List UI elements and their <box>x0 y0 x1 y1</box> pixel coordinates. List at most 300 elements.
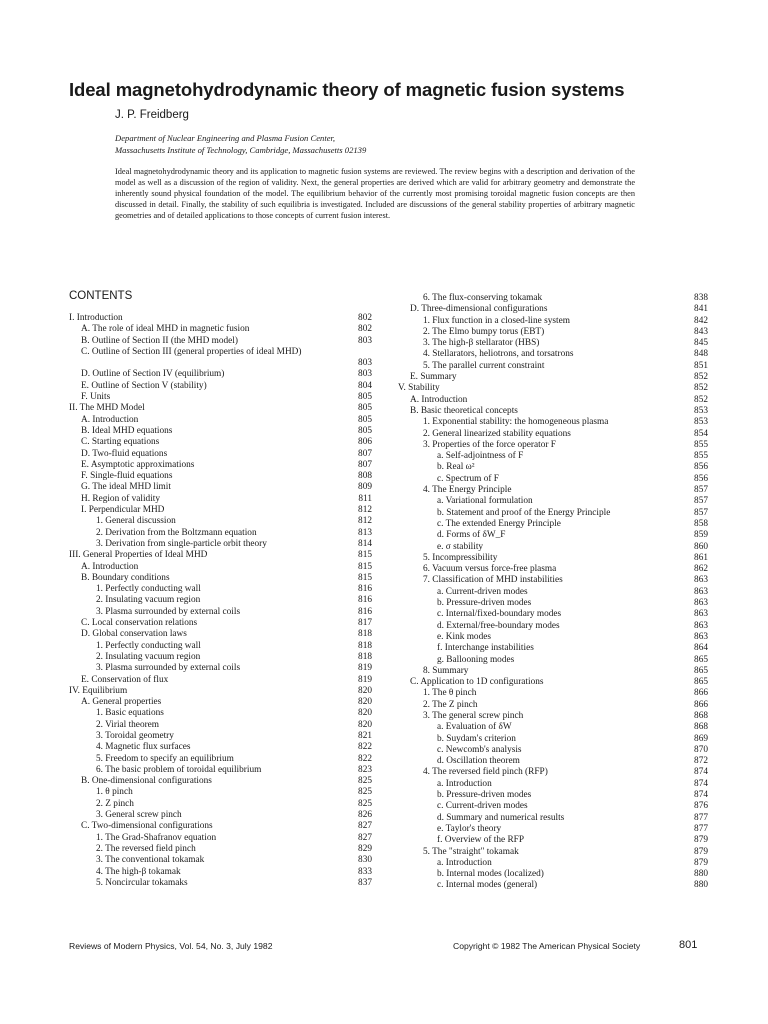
toc-entry <box>69 810 372 821</box>
toc-entry <box>398 643 708 654</box>
toc-entry <box>398 440 708 451</box>
toc-entry-page: 854 <box>694 428 708 439</box>
toc-entry <box>69 403 372 414</box>
toc-entry <box>69 595 372 606</box>
toc-entry-page: 876 <box>694 801 708 812</box>
toc-entry-page: 853 <box>694 405 708 416</box>
toc-entry-label: 2. The Z pinch <box>423 699 478 710</box>
toc-entry-label: B. One-dimensional configurations <box>81 776 212 787</box>
toc-entry <box>398 304 708 315</box>
toc-entry <box>398 756 708 767</box>
toc-entry <box>398 338 708 349</box>
toc-entry <box>69 573 372 584</box>
toc-entry-page: 863 <box>694 598 708 609</box>
toc-entry <box>398 711 708 722</box>
toc-entry <box>398 621 708 632</box>
affiliation <box>115 132 366 156</box>
toc-entry <box>398 496 708 507</box>
toc-entry-label: 5. Freedom to specify an equilibrium <box>96 753 234 764</box>
toc-entry-page: 820 <box>358 708 372 719</box>
toc-entry-label: C. Local conservation relations <box>81 618 198 629</box>
toc-entry-page: 806 <box>358 437 372 448</box>
toc-entry-label: A. Introduction <box>410 394 468 405</box>
toc-entry-label: B. Basic theoretical concepts <box>410 405 518 416</box>
toc-entry <box>69 516 372 527</box>
toc-entry <box>398 609 708 620</box>
toc-entry-label: f. Interchange instabilities <box>437 643 534 654</box>
toc-entry <box>398 508 708 519</box>
toc-entry <box>69 482 372 493</box>
toc-entry <box>69 324 372 335</box>
toc-entry <box>69 833 372 844</box>
toc-entry-page: 823 <box>358 764 372 775</box>
toc-entry <box>69 449 372 460</box>
toc-entry-page: 803 <box>358 358 372 369</box>
toc-entry <box>69 878 372 889</box>
toc-entry <box>398 813 708 824</box>
toc-entry-page: 863 <box>694 609 708 620</box>
toc-entry-page: 820 <box>358 697 372 708</box>
toc-entry-label: 3. The conventional tokamak <box>96 855 205 866</box>
toc-entry-page: 815 <box>358 550 372 561</box>
toc-entry-label: 6. The basic problem of toroidal equilibrium <box>96 764 262 775</box>
toc-entry-page: 805 <box>358 425 372 436</box>
toc-entry-page: 862 <box>694 564 708 575</box>
toc-entry <box>398 779 708 790</box>
toc-entry-label: 2. The Elmo bumpy torus (EBT) <box>423 326 545 337</box>
toc-entry-label: E. Summary <box>410 372 457 383</box>
toc-entry-label: b. Internal modes (localized) <box>437 869 544 880</box>
toc-entry-page: 857 <box>694 496 708 507</box>
toc-entry <box>398 745 708 756</box>
toc-entry-label: E. Asymptotic approximations <box>81 459 195 470</box>
toc-entry-page: 874 <box>694 778 708 789</box>
toc-entry <box>398 869 708 880</box>
toc-entry-page: 808 <box>358 471 372 482</box>
toc-right-column <box>398 293 708 892</box>
toc-entry <box>398 462 708 473</box>
toc-entry-page: 868 <box>694 710 708 721</box>
toc-entry-page: 812 <box>358 505 372 516</box>
toc-entry <box>69 720 372 731</box>
toc-entry <box>69 686 372 697</box>
toc-entry-label: III. General Properties of Ideal MHD <box>69 550 208 561</box>
toc-entry-page: 805 <box>358 392 372 403</box>
toc-entry-page: 833 <box>358 866 372 877</box>
toc-entry-page: 818 <box>358 640 372 651</box>
toc-entry-label: a. Evaluation of δW <box>437 722 512 733</box>
abstract: Ideal magnetohydrodynamic theory and its application to magnetic fusion systems are reviewed. The review begins with a description and derivation of the model as well as a discussion of the region of validity. Next, the general properties are derived which are valid for arbitrary geometry and demonstrate the inherently sound physical foundation of the model. The equilibrium behavior of the currently most promising toroidal magnetic fusion concepts are then discussed in detail. Finally, the stability of such equilibria is investigated. Included are discussions of the general stability properties of arbitrary magnetic geometries and of detailed applications to those concepts of current fusion interest. <box>115 167 635 220</box>
toc-entry <box>69 607 372 618</box>
toc-entry-page: 821 <box>358 730 372 741</box>
toc-entry-label: C. Application to 1D configurations <box>410 677 544 688</box>
toc-entry-page: 880 <box>694 880 708 891</box>
toc-entry <box>69 460 372 471</box>
toc-entry-page: 841 <box>694 304 708 315</box>
toc-entry-label: 1. Perfectly conducting wall <box>96 584 201 595</box>
toc-entry-label: E. Outline of Section V (stability) <box>81 380 207 391</box>
toc-entry-label: 5. The "straight" tokamak <box>423 846 519 857</box>
toc-entry-label: 6. The flux-conserving tokamak <box>423 293 543 303</box>
toc-entry-page: 812 <box>358 516 372 527</box>
toc-entry-page: 816 <box>358 595 372 606</box>
toc-entry <box>69 347 372 370</box>
toc-entry <box>69 787 372 798</box>
toc-entry-label: D. Outline of Section IV (equilibrium) <box>81 369 225 380</box>
toc-entry <box>398 293 708 304</box>
toc-entry <box>398 395 708 406</box>
toc-entry-page: 852 <box>694 394 708 405</box>
toc-entry <box>398 553 708 564</box>
toc-entry-label: 5. Incompressibility <box>423 552 498 563</box>
toc-entry-label: d. Oscillation theorem <box>437 756 520 767</box>
toc-entry-page: 865 <box>694 665 708 676</box>
toc-entry-label: 3. The high-β stellarator (HBS) <box>423 338 540 349</box>
toc-entry-page: 817 <box>358 618 372 629</box>
toc-entry <box>398 519 708 530</box>
toc-entry-page: 877 <box>694 823 708 834</box>
toc-entry-page: 815 <box>358 572 372 583</box>
toc-entry-page: 838 <box>694 293 708 303</box>
toc-entry-label: d. Summary and numerical results <box>437 812 565 823</box>
toc-entry-label: a. Introduction <box>437 778 492 789</box>
toc-entry-page: 877 <box>694 812 708 823</box>
toc-entry-page: 818 <box>358 629 372 640</box>
toc-entry-page: 879 <box>694 846 708 857</box>
toc-entry-page: 855 <box>694 451 708 462</box>
toc-entry <box>398 417 708 428</box>
toc-entry-page: 865 <box>694 677 708 688</box>
toc-entry-label: 4. The high-β tokamak <box>96 866 181 877</box>
toc-entry <box>69 369 372 380</box>
toc-entry-label: D. Two-fluid equations <box>81 448 168 459</box>
toc-entry-label: d. External/free-boundary modes <box>437 620 560 631</box>
toc-entry <box>69 731 372 742</box>
toc-entry-page: 858 <box>694 518 708 529</box>
toc-entry-page: 805 <box>358 414 372 425</box>
toc-entry-label: b. Suydam's criterion <box>437 733 516 744</box>
toc-entry-page: 866 <box>694 688 708 699</box>
toc-entry-label: c. Internal/fixed-boundary modes <box>437 609 562 620</box>
toc-entry <box>398 666 708 677</box>
toc-entry <box>398 847 708 858</box>
toc-entry <box>69 313 372 324</box>
toc-entry <box>69 336 372 347</box>
toc-entry-page: 845 <box>694 338 708 349</box>
toc-entry <box>398 372 708 383</box>
toc-entry-page: 879 <box>694 857 708 868</box>
toc-entry <box>69 675 372 686</box>
toc-entry <box>398 790 708 801</box>
toc-entry-page: 803 <box>358 369 372 380</box>
toc-entry-label: 3. General screw pinch <box>96 810 182 821</box>
toc-entry-label: A. Introduction <box>81 414 139 425</box>
toc-entry-page: 830 <box>358 855 372 866</box>
toc-entry-label: 3. The general screw pinch <box>423 710 524 721</box>
toc-entry-page: 829 <box>358 843 372 854</box>
toc-entry-page: 856 <box>694 473 708 484</box>
toc-entry-page: 819 <box>358 663 372 674</box>
toc-entry <box>398 835 708 846</box>
toc-entry <box>69 742 372 753</box>
toc-entry <box>69 765 372 776</box>
toc-entry-page: 869 <box>694 733 708 744</box>
toc-entry <box>398 429 708 440</box>
toc-entry <box>69 415 372 426</box>
toc-entry <box>398 349 708 360</box>
page-number: 801 <box>679 939 698 951</box>
toc-entry <box>398 530 708 541</box>
toc-entry <box>398 383 708 394</box>
author-name: J. P. Freidberg <box>115 109 189 121</box>
toc-entry <box>398 767 708 778</box>
toc-entry-page: 870 <box>694 744 708 755</box>
toc-entry-page: 843 <box>694 326 708 337</box>
toc-entry-label: b. Statement and proof of the Energy Principle <box>437 507 611 518</box>
toc-entry <box>398 688 708 699</box>
toc-entry-label: 4. Magnetic flux surfaces <box>96 742 191 753</box>
toc-entry <box>398 858 708 869</box>
toc-entry-label: f. Overview of the RFP <box>437 835 525 846</box>
toc-entry <box>398 564 708 575</box>
toc-entry <box>398 575 708 586</box>
toc-entry-label: D. Three-dimensional configurations <box>410 304 548 315</box>
toc-entry-label: C. Starting equations <box>81 437 160 448</box>
toc-entry <box>69 584 372 595</box>
toc-entry-label: 1. θ pinch <box>96 787 133 798</box>
toc-entry <box>398 361 708 372</box>
toc-entry <box>69 505 372 516</box>
toc-entry-page: 857 <box>694 507 708 518</box>
toc-entry-page: 856 <box>694 462 708 473</box>
toc-entry-label: F. Single-fluid equations <box>81 471 173 482</box>
toc-entry-label: a. Self-adjointness of F <box>437 451 524 462</box>
toc-entry <box>69 697 372 708</box>
toc-entry-label: A. General properties <box>81 697 162 708</box>
toc-entry <box>69 392 372 403</box>
toc-entry <box>398 801 708 812</box>
toc-entry-page: 822 <box>358 753 372 764</box>
toc-entry <box>398 474 708 485</box>
toc-entry-page: 880 <box>694 869 708 880</box>
toc-entry-page: 874 <box>694 790 708 801</box>
toc-entry-label: I. Perpendicular MHD <box>81 505 165 516</box>
toc-entry <box>69 426 372 437</box>
toc-entry-label: 1. The θ pinch <box>423 688 477 699</box>
toc-entry <box>69 641 372 652</box>
toc-entry-page: 872 <box>694 756 708 767</box>
toc-entry-label: 1. Exponential stability: the homogeneous plasma <box>423 417 609 428</box>
toc-entry-label: G. The ideal MHD limit <box>81 482 171 493</box>
toc-entry-label: a. Current-driven modes <box>437 586 528 597</box>
toc-entry <box>398 700 708 711</box>
toc-entry-label: 6. Vacuum versus force-free plasma <box>423 564 557 575</box>
toc-entry-page: 837 <box>358 877 372 888</box>
toc-entry-label: 3. Properties of the force operator F <box>423 439 556 450</box>
toc-entry-label: 5. The parallel current constraint <box>423 360 545 371</box>
toc-entry-page: 825 <box>358 798 372 809</box>
toc-entry <box>69 855 372 866</box>
toc-entry-label: 7. Classification of MHD instabilities <box>423 575 563 586</box>
toc-entry-page: 852 <box>694 372 708 383</box>
toc-entry-label: V. Stability <box>398 383 440 394</box>
toc-entry-page: 852 <box>694 383 708 394</box>
toc-entry <box>69 471 372 482</box>
toc-entry <box>398 598 708 609</box>
toc-entry-label: e. Taylor's theory <box>437 823 502 834</box>
toc-entry-label: 1. Perfectly conducting wall <box>96 640 201 651</box>
toc-entry-label: 2. General linearized stability equations <box>423 428 571 439</box>
toc-entry <box>69 562 372 573</box>
toc-entry-label: 3. Plasma surrounded by external coils <box>96 606 241 617</box>
toc-entry-page: 811 <box>358 493 372 504</box>
contents-heading: CONTENTS <box>69 290 133 302</box>
toc-entry-page: 861 <box>694 552 708 563</box>
toc-entry-page: 816 <box>358 606 372 617</box>
toc-entry <box>69 663 372 674</box>
toc-entry-label: 1. General discussion <box>96 516 176 527</box>
toc-entry-page: 825 <box>358 776 372 787</box>
toc-entry-page: 809 <box>358 482 372 493</box>
toc-entry-label: 2. Virial theorem <box>96 719 160 730</box>
toc-entry-page: 819 <box>358 674 372 685</box>
toc-entry <box>398 451 708 462</box>
toc-entry <box>398 327 708 338</box>
toc-entry-label: 1. Flux function in a closed-line system <box>423 315 570 326</box>
toc-entry-page: 825 <box>358 787 372 798</box>
toc-entry <box>69 821 372 832</box>
toc-entry-page: 855 <box>694 439 708 450</box>
toc-entry-page: 805 <box>358 403 372 414</box>
toc-entry-label: 3. Toroidal geometry <box>96 730 174 741</box>
toc-entry-label: b. Pressure-driven modes <box>437 598 532 609</box>
toc-entry-label: 4. Stellarators, heliotrons, and torsatrons <box>423 349 574 360</box>
toc-entry-label: 5. Noncircular tokamaks <box>96 877 188 888</box>
toc-entry-label: I. Introduction <box>69 313 123 323</box>
toc-entry-label: IV. Equilibrium <box>69 685 128 696</box>
toc-entry-page: 804 <box>358 380 372 391</box>
toc-entry-label: B. Boundary conditions <box>81 572 170 583</box>
toc-entry <box>69 652 372 663</box>
toc-entry <box>398 542 708 553</box>
toc-entry-page: 818 <box>358 651 372 662</box>
toc-entry-page: 865 <box>694 654 708 665</box>
toc-entry-label: II. The MHD Model <box>69 403 145 414</box>
toc-entry-page: 802 <box>358 324 372 335</box>
journal-citation: Reviews of Modern Physics, Vol. 54, No. 3, July 1982 <box>69 941 273 951</box>
toc-entry <box>398 655 708 666</box>
toc-entry-label: A. The role of ideal MHD in magnetic fusion <box>81 324 250 335</box>
toc-entry-page: 842 <box>694 315 708 326</box>
toc-entry <box>69 550 372 561</box>
toc-entry-label: C. Two-dimensional configurations <box>81 821 213 832</box>
toc-entry-label: B. Ideal MHD equations <box>81 425 173 436</box>
toc-entry-page: 851 <box>694 360 708 371</box>
toc-entry <box>398 734 708 745</box>
toc-entry <box>69 618 372 629</box>
toc-entry-label: F. Units <box>81 392 111 403</box>
toc-entry-page: 853 <box>694 417 708 428</box>
toc-entry <box>398 880 708 891</box>
toc-entry <box>69 629 372 640</box>
toc-entry-label: 2. Insulating vacuum region <box>96 595 201 606</box>
toc-entry-label: c. Current-driven modes <box>437 801 528 812</box>
toc-entry-label: b. Real ω² <box>437 462 475 473</box>
toc-entry-label: 4. The reversed field pinch (RFP) <box>423 767 548 778</box>
toc-entry <box>398 824 708 835</box>
toc-entry-label: 1. Basic equations <box>96 708 164 719</box>
toc-entry-label: 2. Derivation from the Boltzmann equation <box>96 527 257 538</box>
toc-entry-label: c. Newcomb's analysis <box>437 744 522 755</box>
toc-entry-page: 826 <box>358 810 372 821</box>
toc-entry-label: e. Kink modes <box>437 631 491 642</box>
toc-entry <box>398 485 708 496</box>
toc-entry-label: a. Introduction <box>437 857 492 868</box>
toc-entry-label: D. Global conservation laws <box>81 629 187 640</box>
toc-entry-page: 822 <box>358 742 372 753</box>
toc-entry-label: C. Outline of Section III (general properties of ideal MHD) <box>81 346 302 357</box>
toc-entry-page: 863 <box>694 586 708 597</box>
toc-entry-page: 827 <box>358 832 372 843</box>
toc-entry <box>69 754 372 765</box>
toc-entry-page: 803 <box>358 335 372 346</box>
toc-entry <box>398 406 708 417</box>
article-title: Ideal magnetohydrodynamic theory of magnetic fusion systems <box>69 79 625 100</box>
toc-entry-page: 863 <box>694 631 708 642</box>
affiliation-line: Department of Nuclear Engineering and Plasma Fusion Center, <box>115 133 336 143</box>
toc-entry-page: 820 <box>358 685 372 696</box>
toc-entry-label: 3. Derivation from single-particle orbit theory <box>96 538 267 549</box>
toc-entry-page: 864 <box>694 643 708 654</box>
toc-entry <box>69 799 372 810</box>
toc-entry-label: 4. The Energy Principle <box>423 485 512 496</box>
toc-entry-page: 863 <box>694 575 708 586</box>
toc-entry-page: 859 <box>694 530 708 541</box>
toc-left-column <box>69 313 372 889</box>
toc-entry-label: E. Conservation of flux <box>81 674 169 685</box>
toc-entry <box>398 722 708 733</box>
toc-entry <box>69 708 372 719</box>
toc-entry-label: 2. Z pinch <box>96 798 134 809</box>
toc-entry-label: B. Outline of Section II (the MHD model) <box>81 335 238 346</box>
toc-entry-label: e. σ stability <box>437 541 484 552</box>
toc-entry-label: 2. The reversed field pinch <box>96 843 196 854</box>
toc-entry-page: 813 <box>358 527 372 538</box>
toc-entry-page: 868 <box>694 722 708 733</box>
toc-entry-page: 860 <box>694 541 708 552</box>
toc-entry-page: 874 <box>694 767 708 778</box>
copyright-notice: Copyright © 1982 The American Physical Society <box>453 941 641 951</box>
toc-entry <box>69 776 372 787</box>
toc-entry-label: 1. The Grad-Shafranov equation <box>96 832 217 843</box>
toc-entry <box>398 632 708 643</box>
toc-entry-page: 857 <box>694 485 708 496</box>
toc-entry-page: 820 <box>358 719 372 730</box>
toc-entry-label: H. Region of validity <box>81 493 161 504</box>
toc-entry-page: 866 <box>694 699 708 710</box>
toc-entry-label: a. Variational formulation <box>437 496 533 507</box>
toc-entry-label: d. Forms of δW_F <box>437 530 506 541</box>
toc-entry-page: 802 <box>358 313 372 323</box>
toc-entry <box>69 539 372 550</box>
toc-entry-page: 814 <box>358 538 372 549</box>
toc-entry <box>69 844 372 855</box>
toc-entry-label: 2. Insulating vacuum region <box>96 651 201 662</box>
toc-entry <box>69 494 372 505</box>
toc-entry-page: 807 <box>358 459 372 470</box>
toc-entry <box>398 316 708 327</box>
toc-entry <box>69 867 372 878</box>
